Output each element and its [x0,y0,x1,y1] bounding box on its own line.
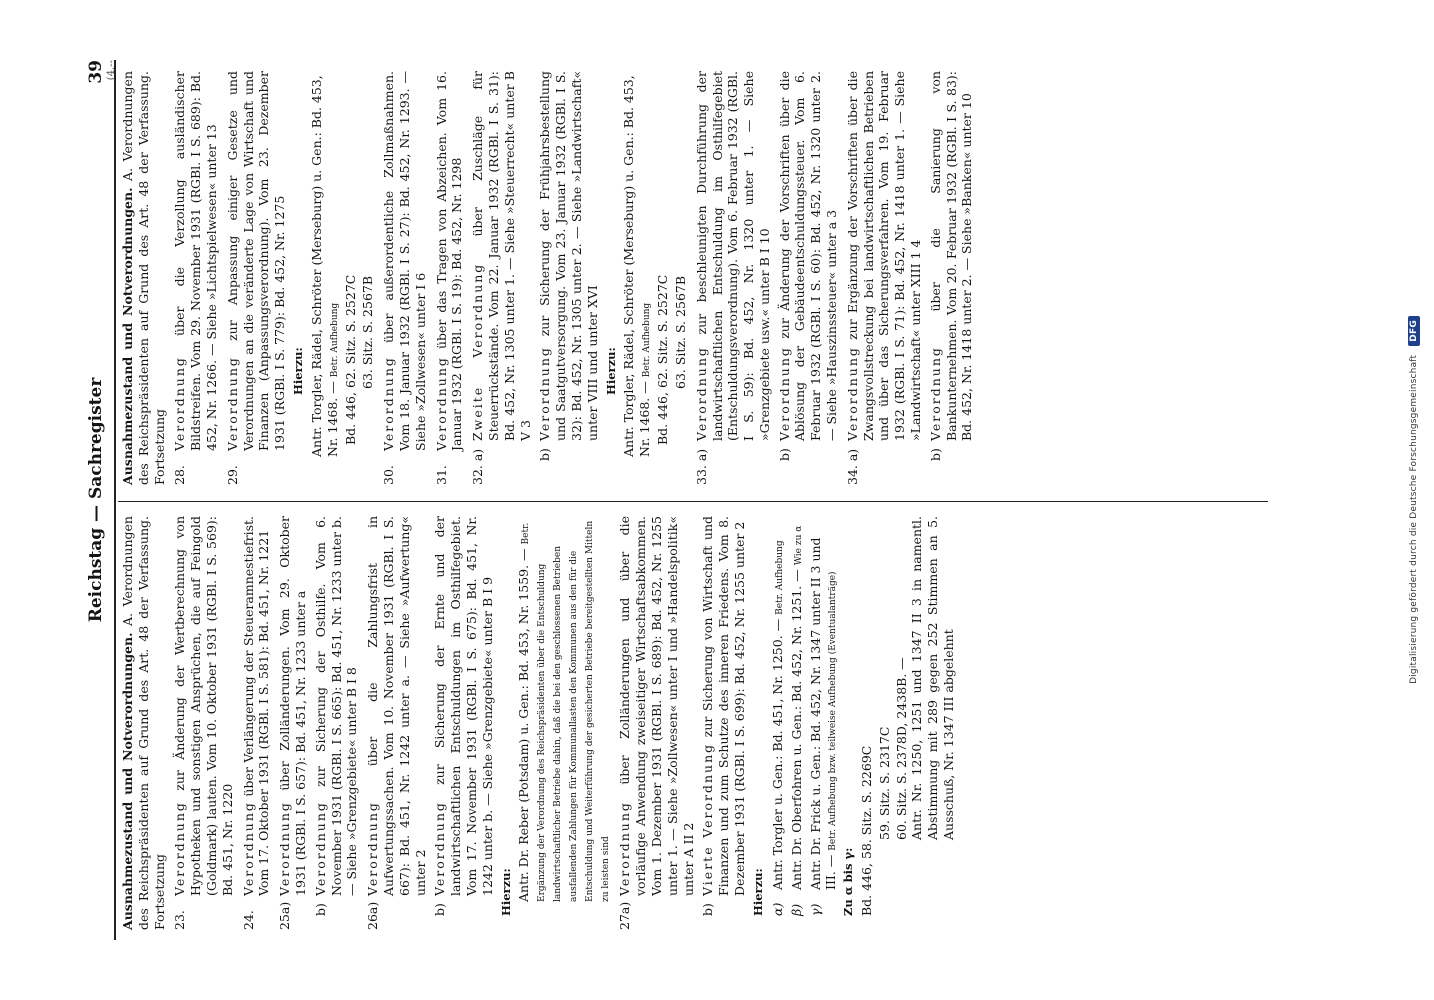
entry-text: zur Änderung der Vorschriften über die Ablösung der Gebäudeentschuldungssteuer. Vom 6. Februar 1932 (RGBl. I S. 60): Bd. 452, Nr. 1320 unter 2. — Siehe »Hauszinssteuer« unter a 3 [776,71,840,441]
entry-27b [700,516,747,930]
motion-subject: Betr. Ergänzung der Verordnung des Reichspräsidenten über die Entschuldung landwirtschaftlicher Betriebe dahin, daß die bei den geschlossenen Betrieben ausfallenden Zahlungen für Kommunallasten den Kommunen aus den für die Entschuldung und Weiterführung der gesicherten Betriebe bereitgestellten Mitteln zu leisten sind [521,520,612,902]
scan-mark: (4.-- [106,60,117,81]
header-rule [114,60,116,940]
entry-text: über außerordentliche Zollmaßnahmen. Vom 18. Januar 1932 (RGBl. I S. 27): Bd. 452, Nr. 1293. — Siehe »Zollwesen« unter I 6 [381,71,428,451]
entry-keyword: Verordnung [693,346,709,441]
entry-text: zur Sicherung der Osthilfe. Vom 6. November 1931 (RGBl. I S. 665): Bd. 451, Nr. 1233 unter b. — Siehe »Grenzgebiete« unter B I 8 [312,516,360,896]
entry-number: b) [700,903,716,916]
vote-result: Antr. Nr. 1250, 1251 und 1347 II 3 in namentl. Abstimmung mit 289 gegen 252 Stimmen an 5. Ausschuß, Nr. 1347 III abgelehnt [909,516,957,840]
left-column [120,516,957,930]
entry-keyword: Verordnung [365,801,381,896]
hierzu-label: Hierzu: [750,868,765,916]
entry-keyword: Verordnung [312,801,328,896]
dfg-logo: DFG [1408,316,1420,346]
entry-text: zur Änderung der Wertberechnung von Hypotheken und sonstigen Ansprüchen, die auf Feingold (Goldmark) lauten. Vom 10. Oktober 1931 (RGBl. I S. 569): Bd. 451, Nr. 1220 [172,516,235,896]
hierzu-label: Hierzu: [603,347,618,395]
section-heading-rest: A. Verordnungen des Reichspräsidenten auf Grund des Art. 48 der Verfassung. Fortsetzung [120,516,167,930]
section-heading [120,71,167,485]
motion-letter: β) [788,903,804,916]
motion-subject: Betr. Aufhebung [329,302,340,378]
entry-text: zur Ergänzung der Vorschriften über die Zwangsvollstreckung bei landwirtschaftlichen Betrieben und über das Sicherungsverfahren. Vom 19. Februar 1932 (RGBl. I S. 71): Bd. 452, Nr. 1418 unter 1. — Siehe »Landwirtschaft« unter XIII 1 4 [844,71,924,441]
entry-number: 25a) [277,901,293,930]
motion-text: Antr. Torgler u. Gen.: Bd. 451, Nr. 1250. — [769,618,785,890]
entry-number: 34. a) [844,448,860,485]
entry-number: 32. a) [470,448,486,485]
motion-alpha [770,516,786,930]
entry-number: b) [927,448,943,461]
motion-text: Antr. Torgler, Rädel, Schröter (Merseburg) u. Gen.: Bd. 453, Nr. 1468. — [621,75,653,457]
entry-keyword: Verordnung [927,346,943,441]
motion-subject: Betr. Aufhebung [642,302,653,378]
motion-torgler [309,71,341,457]
session-reference: 63. Sitz. S. 2567B [672,275,688,389]
entry-number: b) [537,448,553,461]
entry-30 [381,71,428,485]
motion-subject: Betr. Aufhebung [774,540,785,615]
entry-number: 27a) [617,901,633,930]
entry-keyword: Verordnung [240,801,256,896]
section-heading-rest: A. Verordnungen des Reichspräsidenten auf Grund des Art. 48 der Verfassung. Fortsetzung [120,71,167,485]
entry-text: über die Verzollung ausländischer Bildstreifen. Vom 29. November 1931 (RGBl. I S. 689): Bd. 452, Nr. 1266. — Siehe »Lichtspielwesen« unter 13 [172,71,219,451]
entry-29 [225,71,288,485]
entry-number: b) [312,903,328,916]
entry-33a [694,71,773,485]
zu-alpha-gamma-label: Zu α bis γ: [841,847,856,916]
entry-number: 26a) [365,901,381,930]
entry-25b [313,516,360,930]
entry-number: 31. [433,465,449,485]
entry-33b [777,71,840,485]
entry-keyword: Verordnung [381,356,397,451]
running-head [86,60,117,940]
entry-text: zur beschleunigten Durchführung der landwirtschaftlichen Entschuldung im Osthilfegebiet (Entschuldungsverordnung). Vom 6. Februar 1932 (RGBl. I S. 59): Bd. 452, Nr. 1320 unter 1. — Siehe »Grenzgebiete usw.« unter B I 10 [693,71,772,441]
session-reference: 60. Sitz. S. 2378D, 2438B. — [893,657,909,840]
entry-number: 33. a) [693,448,709,485]
entry-text: über die Sanierung von Bankunternehmen. Vom 20. Februar 1932 (RGBl. I S. 83): Bd. 452, Nr. 1418 unter 2. — Siehe »Banken« unter 10 [927,71,975,441]
entry-text: über die Zahlungsfrist in Aufwertungssachen. Vom 10. November 1931 (RGBl. I S. 667): Bd. 451, Nr. 1242 unter a. — Siehe »Aufwertung« unter 2 [365,516,428,896]
motion-gamma [808,516,840,930]
entry-text: über Zuschläge für Steuerrückstände. Vom 22. Januar 1932 (RGBl. I S. 31): Bd. 452, Nr. 1305 unter 1. — Siehe »Steuerrecht« unter B V 3 [470,71,533,441]
entry-text: zur Sicherung der Frühjahrsbestellung und Saatgutversorgung. Vom 23. Januar 1932 (RGBl. I S. 32): Bd. 452, Nr. 1305 unter 2. — Siehe »Landwirtschaft« unter VIII und unter XVI [537,71,600,441]
entry-number: 24. [240,910,256,930]
entry-24 [241,516,273,930]
hierzu-label: Hierzu: [498,868,513,916]
credit-text: Digitalisierung gefördert durch die Deutsche Forschungsgemeinschaft [1409,354,1419,684]
entry-keyword: Verordnung [433,356,449,451]
motion-beta [789,516,805,930]
motion-text: Antr. Dr. Frick u. Gen.: Bd. 452, Nr. 1347 unter II 3 und III. — [807,537,839,890]
entry-26a [365,516,428,930]
entry-31 [434,71,466,485]
section-heading [120,516,167,930]
hierzu-label: Hierzu: [290,347,305,395]
entry-text: über das Tragen von Abzeichen. Vom 16. Januar 1932 (RGBl. I S. 19): Bd. 452, Nr. 1298 [433,71,465,451]
entry-keyword: Verordnung [172,801,188,896]
entry-27a [617,516,696,930]
entry-text: über Zolländerungen und über die vorläufige Anwendung zweiseitiger Wirtschaftsabkommen. Vom 1. Dezember 1931 (RGBl. I S. 689): Bd. 452, Nr. 1255 unter 1. — Siehe »Zollwesen« unter I und »Handelspolitik« unter A II 2 [617,516,696,896]
entry-32a [470,71,533,485]
entry-25a [277,516,309,930]
motion-subject: Wie zu α [793,525,804,566]
entry-keyword: Verordnung [844,346,860,441]
entry-text: zur Sicherung von Wirtschaft und Finanzen und zum Schutze des inneren Friedens. Vom 8. Dezember 1931 (RGBl. I S. 699): Bd. 452, Nr. 1255 unter 2 [700,515,747,896]
motion-text: Antr. Dr. Oberfohren u. Gen.: Bd. 452, Nr. 1251. — [788,569,804,890]
entry-number: b) [776,448,792,461]
page-number: 39 [86,60,106,84]
entry-number: 30. [381,465,397,485]
motion-reber [516,516,612,902]
entry-28 [172,71,219,485]
digitization-credit [1408,0,1430,1000]
session-reference: Bd. 446, 58. Sitz. S. 2269C [859,745,875,916]
entry-keyword: Verordnung [537,346,553,441]
motion-text: Antr. Dr. Reber (Potsdam) u. Gen.: Bd. 453, Nr. 1559. — [516,548,532,902]
entry-34b [928,71,975,485]
entry-23 [172,516,235,930]
entry-32b [537,71,600,485]
motion-torgler-2 [621,71,653,457]
right-column [120,71,978,485]
entry-34a [845,71,924,485]
section-heading-bold: Ausnahmezustand und Notverordnungen. [120,187,135,485]
motion-text: Antr. Torgler, Rädel, Schröter (Merseburg) u. Gen.: Bd. 453, Nr. 1468. — [308,75,340,457]
entry-text: zur Sicherung der Ernte und der landwirtschaftlichen Entschuldungen im Osthilfegebiet. Vom 17. November 1931 (RGBl. I S. 675): Bd. 451, Nr. 1242 unter b. — Siehe »Grenzgebiete« unter B I 9 [432,516,495,896]
entry-number: b) [432,903,448,916]
running-title: Reichstag — Sachregister [86,377,106,623]
entry-keyword: Verordnung [776,346,792,441]
entry-keyword: Verordnung [224,356,240,451]
entry-keyword: Verordnung [172,356,188,451]
entry-26b [432,516,495,930]
entry-keyword: Verordnung [432,801,448,896]
column-rule [118,501,1268,502]
entry-number: 23. [172,910,188,930]
entry-keyword: Verordnung [277,801,293,896]
entry-number: 28. [172,465,188,485]
entry-keyword: Vierte Verordnung [700,742,716,896]
session-reference: 63. Sitz. S. 2567B [360,275,376,389]
entry-number: 29. [224,465,240,485]
section-heading-bold: Ausnahmezustand und Notverordnungen. [120,632,135,930]
motion-letter: α) [769,902,785,916]
entry-keyword: Zweite Verordnung [470,262,486,441]
entry-text: zur Anpassung einiger Gesetze und Verordnungen an die veränderte Lage von Wirtschaft und Finanzen (Anpassungsverordnung). Vom 23. Dezember 1931 (RGBl. I S. 779): Bd. 452, Nr. 1275 [224,71,288,451]
motion-subject: Betr. Aufhebung bzw. teilweise Aufhebung (Eventualanträge) [828,571,839,851]
entry-text: über Verlängerung der Steueramnestiefrist. Vom 17. Oktober 1931 (RGBl. I S. 581): Bd. 451, Nr. 1221 [240,516,272,896]
session-reference: Bd. 446, 62. Sitz. S. 2527C [655,274,671,445]
session-reference: Bd. 446, 62. Sitz. S. 2527C [342,274,358,445]
entry-text: über Zolländerungen. Vom 29. Oktober 1931 (RGBl. I S. 657): Bd. 451, Nr. 1233 unter a [277,516,308,896]
entry-keyword: Verordnung [617,801,633,896]
session-reference: 59. Sitz. S. 2317C [876,726,892,840]
motion-letter: γ) [807,903,823,916]
